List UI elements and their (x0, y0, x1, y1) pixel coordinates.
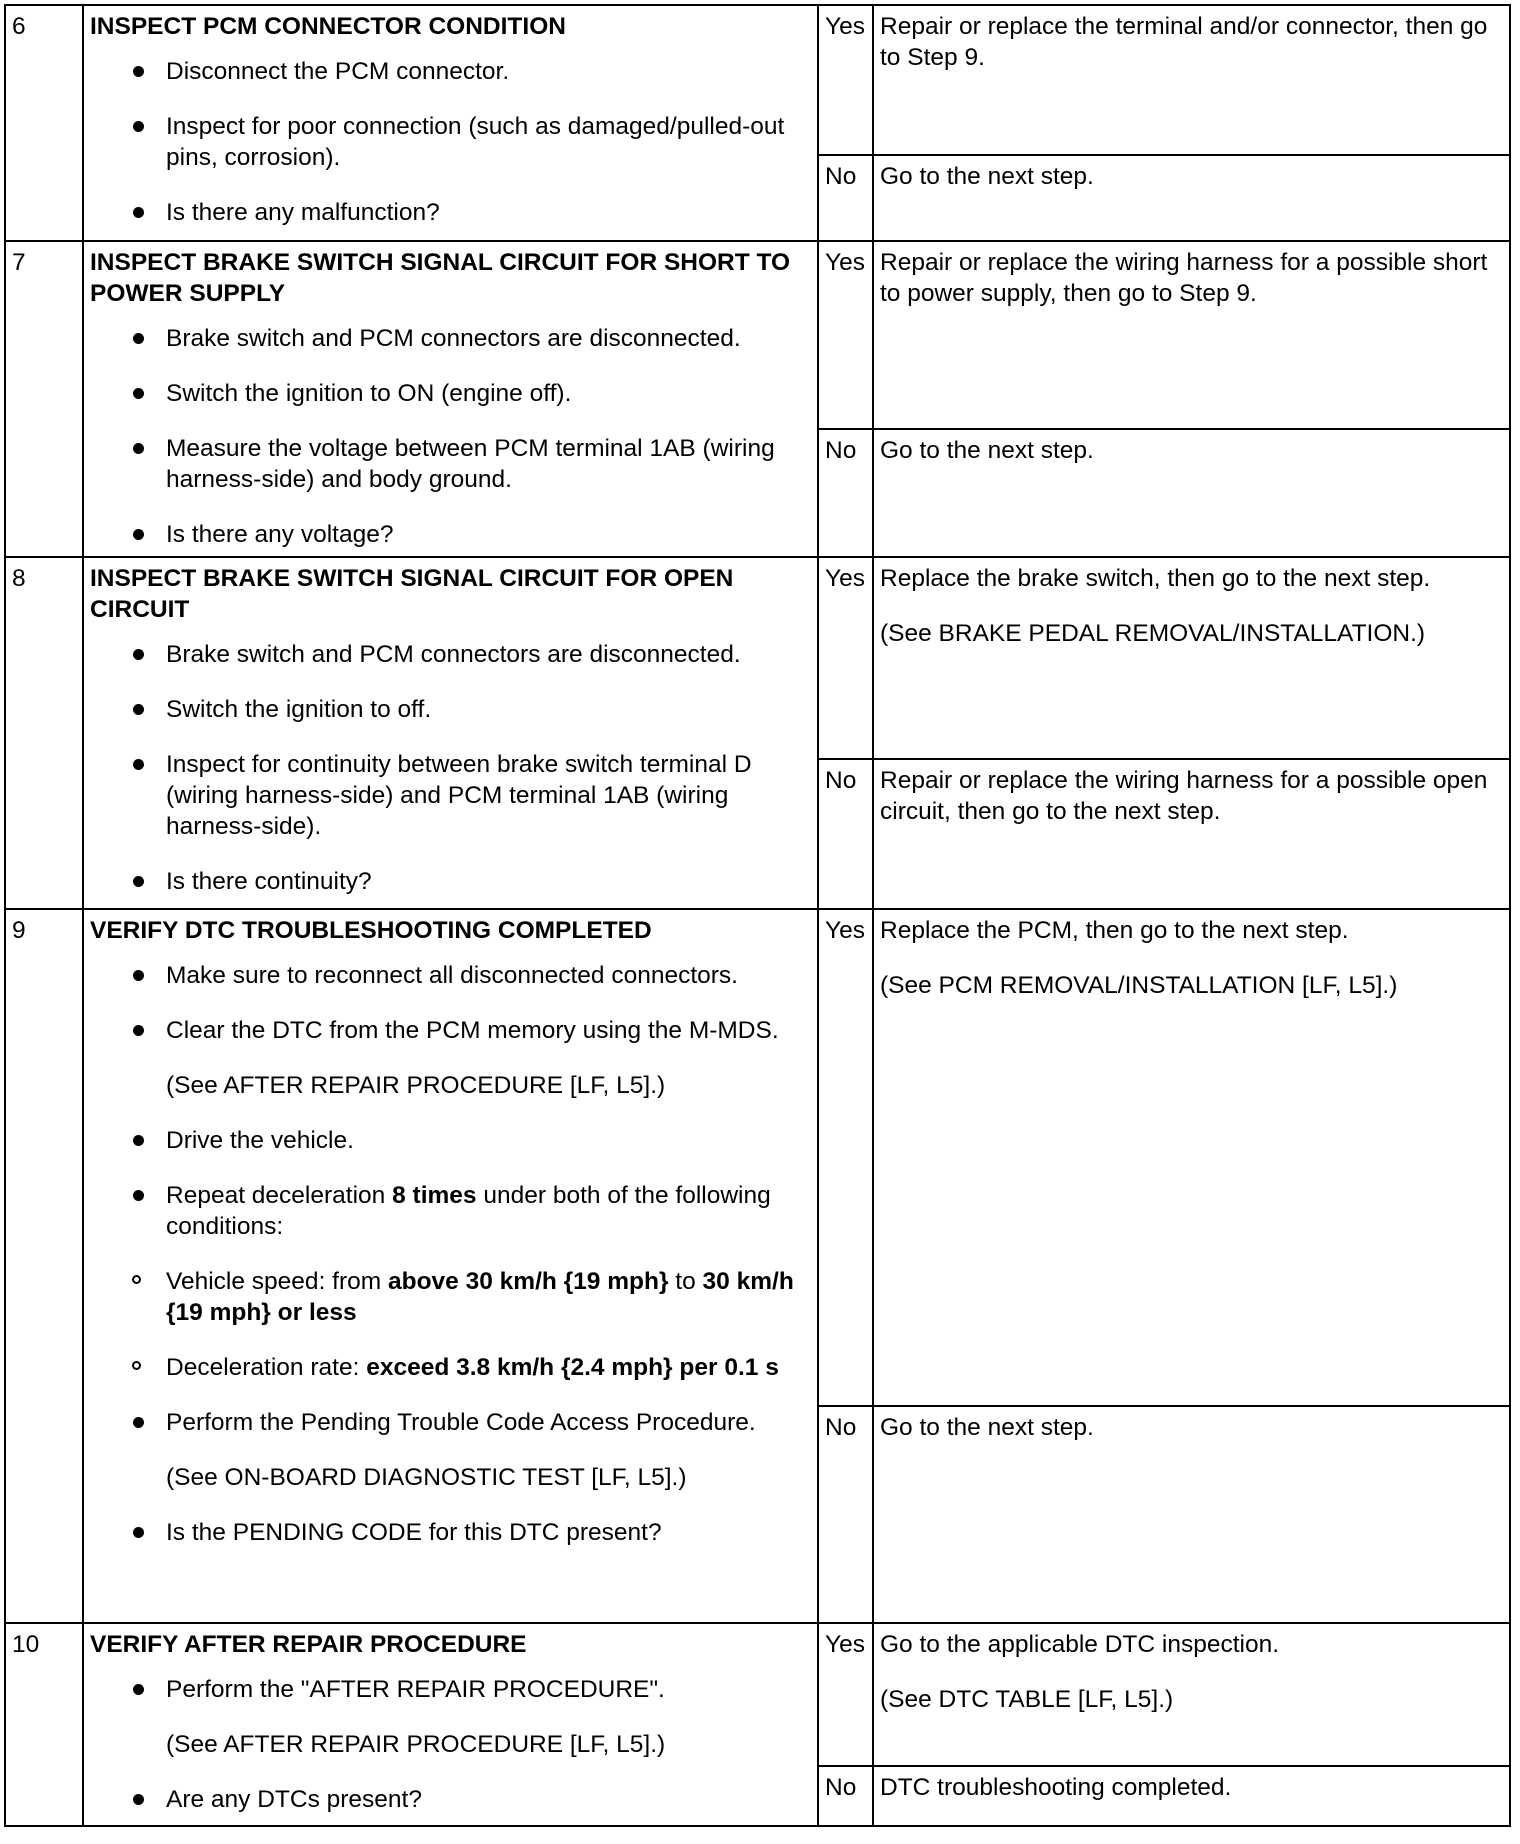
step-8-row-yes (5, 557, 1510, 759)
yes-label: Yes (818, 909, 873, 1406)
no-action: Repair or replace the wiring harness for a possible open circuit, then go to the next step. (873, 759, 1510, 909)
no-label: No (818, 759, 873, 909)
bullet-reference: (See ON-BOARD DIAGNOSTIC TEST [LF, L5].) (166, 1464, 687, 1491)
bullet-icon (133, 1794, 144, 1805)
step-title: INSPECT BRAKE SWITCH SIGNAL CIRCUIT FOR SHORT TO POWER SUPPLY (90, 249, 791, 307)
step-9-body (83, 909, 818, 1623)
step-8-body (83, 557, 818, 909)
troubleshooting-page (4, 4, 1511, 1838)
bullet-item: Is there any voltage? (90, 519, 811, 550)
bullet-icon (133, 1527, 144, 1538)
bullet-item: Perform the "AFTER REPAIR PROCEDURE". (See AFTER REPAIR PROCEDURE [LF, L5].) (90, 1674, 811, 1760)
step-title: VERIFY DTC TROUBLESHOOTING COMPLETED (90, 917, 652, 944)
bullet-item: Are any DTCs present? (90, 1784, 811, 1815)
step-title: VERIFY AFTER REPAIR PROCEDURE (90, 1631, 527, 1658)
no-action: Go to the next step. (873, 429, 1510, 557)
bullet-icon (133, 443, 144, 454)
bullet-icon (133, 970, 144, 981)
bullet-item: Switch the ignition to off. (90, 694, 811, 725)
condition-item: Deceleration rate: exceed 3.8 km/h {2.4 mph} per 0.1 s (90, 1352, 811, 1383)
step-number: 6 (5, 5, 83, 241)
bullet-reference: (See AFTER REPAIR PROCEDURE [LF, L5].) (166, 1731, 666, 1758)
bullet-icon (133, 388, 144, 399)
bullet-item: Disconnect the PCM connector. (90, 56, 811, 87)
step-7-row-yes (5, 241, 1510, 429)
bullet-item: Brake switch and PCM connectors are disconnected. (90, 639, 811, 670)
bullet-reference: (See AFTER REPAIR PROCEDURE [LF, L5].) (166, 1072, 666, 1099)
bullet-icon (133, 333, 144, 344)
step-bullets (90, 1674, 811, 1815)
step-bullets (90, 960, 811, 1548)
step-9-row-yes (5, 909, 1510, 1406)
yes-label: Yes (818, 1623, 873, 1766)
no-label: No (818, 1766, 873, 1826)
step-number: 8 (5, 557, 83, 909)
step-bullets (90, 323, 811, 550)
bullet-icon (133, 121, 144, 132)
bullet-item: Is the PENDING CODE for this DTC present? (90, 1517, 811, 1548)
step-10-row-yes (5, 1623, 1510, 1766)
bullet-icon (133, 876, 144, 887)
bullet-item: Make sure to reconnect all disconnected connectors. (90, 960, 811, 991)
step-7-body (83, 241, 818, 557)
bullet-icon (133, 207, 144, 218)
yes-action: Go to the applicable DTC inspection. (880, 1631, 1280, 1658)
bullet-item: Drive the vehicle. (90, 1125, 811, 1156)
step-bullets (90, 56, 811, 228)
yes-action-cell (873, 909, 1510, 1406)
yes-reference: (See DTC TABLE [LF, L5].) (880, 1686, 1174, 1713)
condition-list (90, 1266, 811, 1383)
no-action: Go to the next step. (873, 1406, 1510, 1623)
bullet-icon (133, 66, 144, 77)
condition-item: Vehicle speed: from above 30 km/h {19 mph} to 30 km/h {19 mph} or less (90, 1266, 811, 1328)
step-number: 9 (5, 909, 83, 1623)
sub-bullet-icon (132, 1275, 141, 1284)
step-bullets (90, 639, 811, 897)
no-action: Go to the next step. (873, 155, 1510, 241)
bullet-item: Inspect for continuity between brake switch terminal D (wiring harness-side) and PCM terminal 1AB (wiring harness-side). (90, 749, 811, 842)
bullet-item: Is there continuity? (90, 866, 811, 897)
yes-action: Replace the brake switch, then go to the next step. (880, 565, 1431, 592)
bullet-item: Repeat deceleration 8 times under both of the following conditions: Vehicle speed: from above 30 km/h {19 mph} to 30 km/h {19 mph} or less Deceleration rate: exceed 3.8 km/h {2.4 mph} per 0.1 s (90, 1180, 811, 1383)
no-action: DTC troubleshooting completed. (873, 1766, 1510, 1826)
step-10-body (83, 1623, 818, 1826)
no-label: No (818, 1406, 873, 1623)
bullet-item: Measure the voltage between PCM terminal 1AB (wiring harness-side) and body ground. (90, 433, 811, 495)
step-6-body (83, 5, 818, 241)
step-6-row-yes (5, 5, 1510, 155)
bullet-icon (133, 1135, 144, 1146)
bullet-icon (133, 649, 144, 660)
bullet-item: Switch the ignition to ON (engine off). (90, 378, 811, 409)
sub-bullet-icon (132, 1361, 141, 1370)
step-number: 7 (5, 241, 83, 557)
yes-reference: (See PCM REMOVAL/INSTALLATION [LF, L5].) (880, 972, 1398, 999)
bullet-item: Inspect for poor connection (such as damaged/pulled-out pins, corrosion). (90, 111, 811, 173)
yes-action: Repair or replace the terminal and/or connector, then go to Step 9. (873, 5, 1510, 155)
no-label: No (818, 429, 873, 557)
step-number: 10 (5, 1623, 83, 1826)
bullet-icon (133, 1025, 144, 1036)
bullet-icon (133, 759, 144, 770)
bullet-icon (133, 1684, 144, 1695)
bullet-icon (133, 1190, 144, 1201)
yes-reference: (See BRAKE PEDAL REMOVAL/INSTALLATION.) (880, 620, 1426, 647)
step-title: INSPECT BRAKE SWITCH SIGNAL CIRCUIT FOR OPEN CIRCUIT (90, 565, 734, 623)
no-label: No (818, 155, 873, 241)
yes-label: Yes (818, 557, 873, 759)
bullet-item: Clear the DTC from the PCM memory using the M-MDS. (See AFTER REPAIR PROCEDURE [LF, L5].) (90, 1015, 811, 1101)
bullet-item: Perform the Pending Trouble Code Access Procedure. (See ON-BOARD DIAGNOSTIC TEST [LF, L5].) (90, 1407, 811, 1493)
yes-label: Yes (818, 241, 873, 429)
yes-action: Replace the PCM, then go to the next step. (880, 917, 1349, 944)
yes-action-cell (873, 1623, 1510, 1766)
yes-action-cell (873, 557, 1510, 759)
yes-label: Yes (818, 5, 873, 155)
bullet-icon (133, 704, 144, 715)
step-title: INSPECT PCM CONNECTOR CONDITION (90, 13, 566, 40)
bullet-item: Is there any malfunction? (90, 197, 811, 228)
bullet-icon (133, 529, 144, 540)
yes-action: Repair or replace the wiring harness for a possible short to power supply, then go to Step 9. (873, 241, 1510, 429)
bullet-item: Brake switch and PCM connectors are disconnected. (90, 323, 811, 354)
troubleshooting-table (4, 4, 1511, 1827)
bullet-icon (133, 1417, 144, 1428)
